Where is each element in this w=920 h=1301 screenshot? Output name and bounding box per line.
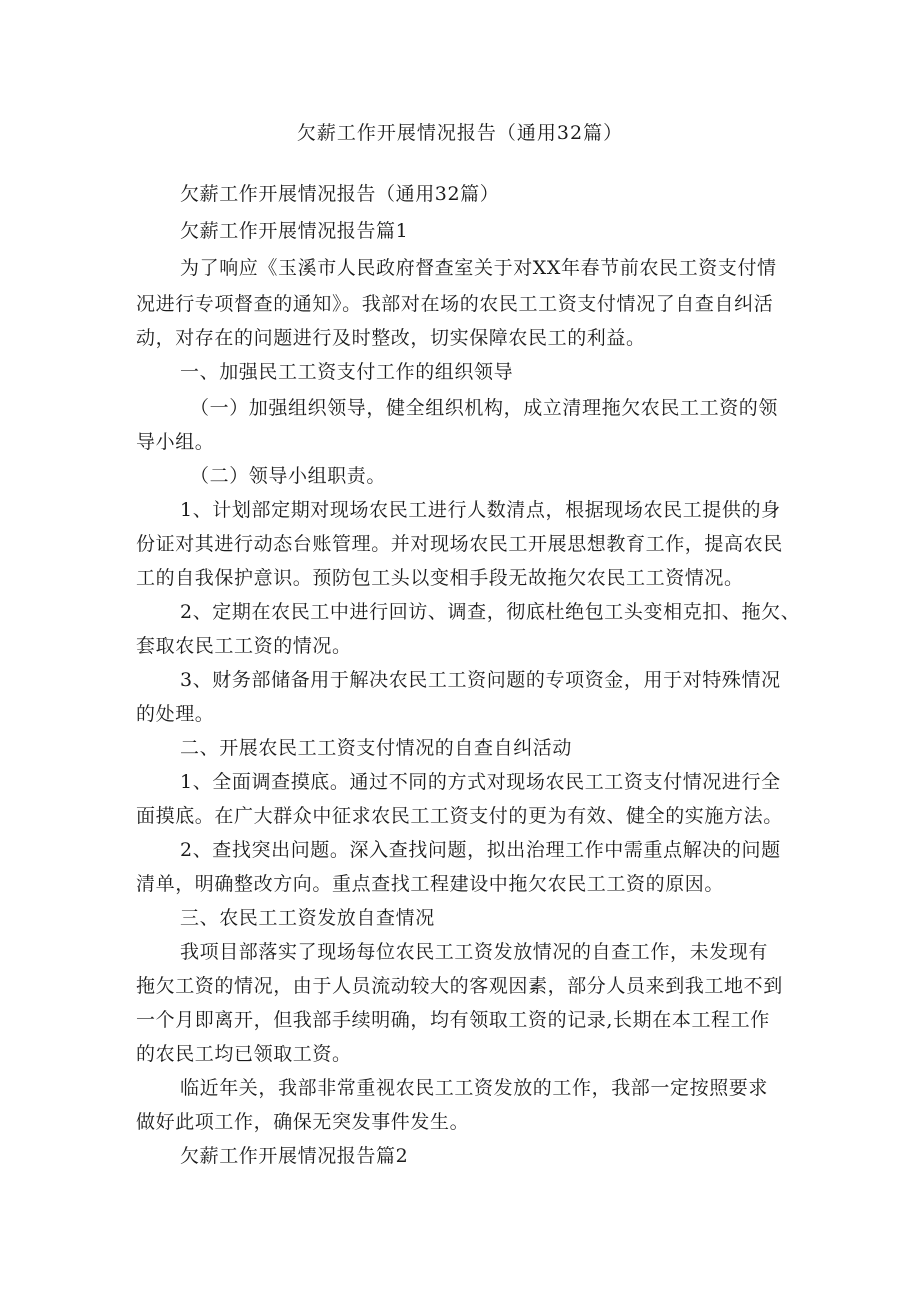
paragraph-line: 的农民工均已领取工资。: [136, 1043, 352, 1065]
paragraph-line: 的处理。: [136, 703, 215, 725]
paragraph-line: 临近年关，我部非常重视农民工工资发放的工作，我部一定按照要求: [180, 1077, 769, 1099]
paragraph-line: 面摸底。在广大群众中征求农民工工资支付的更为有效、健全的实施方法。: [136, 805, 783, 827]
paragraph-line: 为了响应《玉溪市人民政府督查室关于对XX年春节前农民工资支付情: [180, 257, 777, 279]
paragraph-line: 一个月即离开，但我部手续明确，均有领取工资的记录,长期在本工程工作: [136, 1009, 770, 1031]
subheading: 三、农民工工资发放自查情况: [180, 907, 435, 929]
section-heading: 欠薪工作开展情况报告篇2: [180, 1145, 409, 1167]
paragraph-line: 动，对存在的问题进行及时整改，切实保障农民工的利益。: [136, 327, 646, 349]
paragraph-line: 清单，明确整改方向。重点查找工程建设中拖欠农民工工资的原因。: [136, 873, 725, 895]
section-heading: 欠薪工作开展情况报告篇1: [180, 220, 409, 242]
paragraph-line: 做好此项工作，确保无突发事件发生。: [136, 1111, 470, 1133]
paragraph-line: 况进行专项督查的通知》。我部对在场的农民工工资支付情况了自查自纠活: [136, 293, 774, 315]
subheading: 二、开展农民工工资支付情况的自查自纠活动: [180, 737, 573, 759]
paragraph-line: （二）领导小组职责。: [190, 465, 387, 487]
paragraph-line: 拖欠工资的情况，由于人员流动较大的客观因素，部分人员来到我工地不到: [136, 975, 783, 997]
paragraph-line: （一）加强组织领导，健全组织机构，成立清理拖欠农民工工资的领: [190, 397, 779, 419]
paragraph-line: 2、定期在农民工中进行回访、调查，彻底杜绝包工头变相克扣、拖欠、: [180, 601, 801, 623]
paragraph-line: 工的自我保护意识。预防包工头以变相手段无故拖欠农民工工资情况。: [136, 567, 744, 589]
document-title: 欠薪工作开展情况报告（通用32篇）: [296, 122, 624, 144]
paragraph-line: 1、计划部定期对现场农民工进行人数清点，根据现场农民工提供的身: [180, 499, 781, 521]
paragraph-line: 2、查找突出问题。深入查找问题，拟出治理工作中需重点解决的问题: [180, 839, 781, 861]
paragraph-line: 1、全面调查摸底。通过不同的方式对现场农民工工资支付情况进行全: [180, 771, 781, 793]
paragraph-line: 3、财务部储备用于解决农民工工资问题的专项资金，用于对特殊情况: [180, 669, 781, 691]
paragraph-line: 套取农民工工资的情况。: [136, 635, 352, 657]
subtitle: 欠薪工作开展情况报告（通用32篇）: [180, 183, 500, 205]
paragraph-line: 份证对其进行动态台账管理。并对现场农民工开展思想教育工作，提高农民: [136, 533, 783, 555]
subheading: 一、加强民工工资支付工作的组织领导: [180, 361, 514, 383]
paragraph-line: 我项目部落实了现场每位农民工工资发放情况的自查工作，未发现有: [180, 941, 769, 963]
paragraph-line: 导小组。: [136, 431, 215, 453]
